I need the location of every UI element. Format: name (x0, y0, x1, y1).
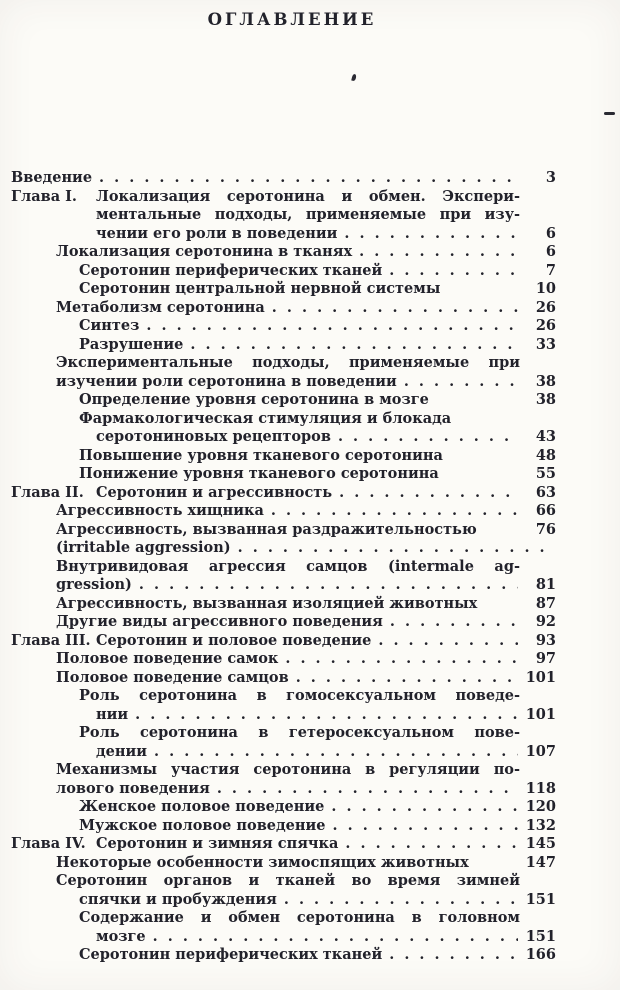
dot-leader (389, 946, 518, 965)
page-number: 97 (535, 650, 556, 667)
page-number: 81 (535, 576, 556, 593)
scan-dash-artifact (604, 112, 615, 115)
entry-text: Роль серотонина в гомосексуальном поведе- (79, 687, 520, 704)
entry-text: Механизмы участия серотонина в регуляции по- (56, 761, 520, 778)
entry-text: Серотонин и зимняя спячка (96, 835, 339, 852)
page-number: 118 (525, 779, 556, 797)
toc-list (0, 169, 620, 965)
toc-line (11, 336, 556, 355)
toc-line (11, 206, 556, 225)
dot-leader (339, 484, 518, 503)
dot-leader (338, 428, 518, 447)
dot-leader (331, 798, 518, 817)
toc-line (11, 373, 556, 392)
page-number: 87 (535, 594, 556, 612)
toc-line (11, 817, 556, 836)
entry-text: Повышение уровня тканевого серотонина (79, 446, 443, 464)
entry-text: Синтез (79, 317, 140, 334)
entry-text: Половое поведение самок (56, 650, 279, 667)
toc-line (11, 225, 556, 244)
toc-line (11, 669, 556, 688)
entry-text: Агрессивность хищника (56, 502, 264, 519)
dot-leader (99, 169, 518, 188)
toc-line (11, 280, 556, 299)
page-number: 38 (535, 391, 556, 408)
toc-line (11, 484, 556, 503)
entry-text: (irritable aggression) (56, 539, 231, 556)
entry-text: Серотонин и половое поведение (96, 631, 372, 649)
page-number: 38 (535, 372, 556, 390)
entry-text: ментальные подходы, применяемые при изу- (96, 206, 520, 223)
chapter-label: Глава IV. (11, 835, 86, 852)
toc-line (11, 447, 556, 466)
toc-line (11, 928, 556, 947)
toc-line (11, 724, 556, 743)
page-number: 145 (525, 835, 556, 852)
chapter-label: Глава III. (11, 631, 91, 649)
page-number: 151 (525, 890, 556, 908)
page-number: 92 (535, 613, 556, 630)
dot-leader (378, 632, 518, 651)
toc-line (11, 872, 556, 891)
toc-line (11, 909, 556, 928)
entry-text: Серотонин и агрессивность (96, 483, 333, 501)
page-number: 101 (525, 705, 556, 723)
entry-text: Метаболизм серотонина (56, 298, 265, 316)
entry-text: Серотонин периферических тканей (79, 946, 383, 963)
page-number: 120 (525, 798, 556, 815)
page-number: 101 (525, 668, 556, 686)
entry-text: лового поведения (56, 779, 210, 797)
toc-line (11, 539, 556, 558)
dot-leader (153, 928, 518, 947)
entry-text: изучении роли серотонина в поведении (56, 372, 397, 390)
page-number: 76 (535, 520, 556, 538)
entry-text: дении (96, 742, 148, 760)
toc-line (11, 687, 556, 706)
page-number: 147 (525, 853, 556, 871)
entry-text: нии (96, 705, 129, 723)
page-number: 151 (525, 927, 556, 945)
entry-text: Серотонин органов и тканей во время зимней (56, 872, 520, 889)
page-number: 26 (535, 317, 556, 334)
toc-line (11, 502, 556, 521)
dot-leader (389, 262, 518, 281)
chapter-label: Глава I. (11, 187, 77, 205)
toc-line (11, 317, 556, 336)
toc-line (11, 188, 556, 207)
dot-leader (296, 669, 518, 688)
page-number: 132 (525, 816, 556, 834)
toc-line (11, 743, 556, 762)
toc-line (11, 761, 556, 780)
page-number: 166 (525, 946, 556, 963)
entry-text: чении его роли в поведении (96, 224, 338, 242)
toc-line (11, 299, 556, 318)
entry-text: Локализация серотонина и обмен. Экспери- (96, 187, 520, 205)
dot-leader (272, 299, 518, 318)
entry-text: Введение (11, 169, 93, 186)
toc-line (11, 391, 556, 410)
dot-leader (217, 780, 518, 799)
page-number: 55 (535, 465, 556, 482)
page-number: 10 (535, 280, 556, 297)
entry-text: Внутривидовая агрессия самцов (intermale ag- (56, 557, 520, 575)
entry-text: Экспериментальные подходы, применяемые при (56, 354, 520, 371)
entry-text: Некоторые особенности зимоспящих животных (56, 853, 469, 871)
toc-line (11, 410, 556, 429)
entry-text: серотониновых рецепторов (96, 428, 331, 445)
page-number: 48 (535, 446, 556, 464)
entry-text: спячки и пробуждения (79, 890, 277, 908)
entry-text: Разрушение (79, 335, 184, 353)
toc-line (11, 576, 556, 595)
page-title: ОГЛАВЛЕНИЕ (207, 10, 377, 29)
page-number: 43 (535, 428, 556, 445)
entry-text: Понижение уровня тканевого серотонина (79, 465, 439, 482)
dot-leader (344, 225, 518, 244)
entry-text: Мужское половое поведение (79, 816, 326, 834)
dot-leader (404, 373, 518, 392)
dot-leader (390, 613, 518, 632)
entry-text: Агрессивность, вызванная раздражительностью (56, 520, 477, 538)
toc-line (11, 465, 556, 484)
toc-line (11, 798, 556, 817)
toc-line (11, 521, 556, 540)
page-number: 3 (545, 169, 556, 186)
page-number: 93 (535, 631, 556, 649)
entry-text: Половое поведение самцов (56, 668, 289, 686)
dot-leader (333, 817, 519, 836)
page-number: 26 (535, 298, 556, 316)
dot-leader (154, 743, 518, 762)
page-number: 6 (545, 224, 556, 242)
toc-line (11, 706, 556, 725)
entry-text: Содержание и обмен серотонина в головном (79, 909, 520, 926)
toc-line (11, 243, 556, 262)
toc-line (11, 650, 556, 669)
entry-text: мозге (96, 927, 146, 945)
toc-line (11, 262, 556, 281)
dot-leader (345, 835, 518, 854)
toc-line (11, 428, 556, 447)
toc-line (11, 854, 556, 873)
dot-leader (238, 539, 554, 558)
page-number: 33 (535, 335, 556, 353)
chapter-label: Глава II. (11, 483, 84, 501)
toc-line (11, 780, 556, 799)
dot-leader (285, 650, 518, 669)
dot-leader (271, 502, 518, 521)
page-number: 107 (525, 742, 556, 760)
page-number: 7 (545, 261, 556, 279)
entry-text: Серотонин периферических тканей (79, 261, 383, 279)
entry-text: gression) (56, 576, 132, 593)
entry-text: Серотонин центральной нервной системы (79, 280, 441, 297)
entry-text: Фармакологическая стимуляция и блокада (79, 409, 452, 427)
toc-line (11, 169, 556, 188)
toc-line (11, 613, 556, 632)
page-number: 6 (545, 243, 556, 260)
entry-text: Агрессивность, вызванная изоляцией животных (56, 594, 478, 612)
dot-leader (190, 336, 518, 355)
dot-leader (139, 576, 518, 595)
entry-text: Локализация серотонина в тканях (56, 243, 353, 260)
page-number: 63 (535, 483, 556, 501)
toc-line (11, 835, 556, 854)
scan-speck-artifact (351, 74, 357, 82)
page-number: 66 (535, 502, 556, 519)
entry-text: Другие виды агрессивного поведения (56, 613, 383, 630)
dot-leader (359, 243, 518, 262)
dot-leader (284, 891, 518, 910)
dot-leader (135, 706, 518, 725)
toc-line (11, 595, 556, 614)
entry-text: Роль серотонина в гетеросексуальном пове- (79, 724, 520, 741)
toc-line (11, 558, 556, 577)
toc-line (11, 946, 556, 965)
toc-line (11, 891, 556, 910)
toc-line (11, 632, 556, 651)
entry-text: Женское половое поведение (79, 798, 325, 815)
dot-leader (146, 317, 518, 336)
toc-line (11, 354, 556, 373)
entry-text: Определение уровня серотонина в мозге (79, 391, 429, 408)
